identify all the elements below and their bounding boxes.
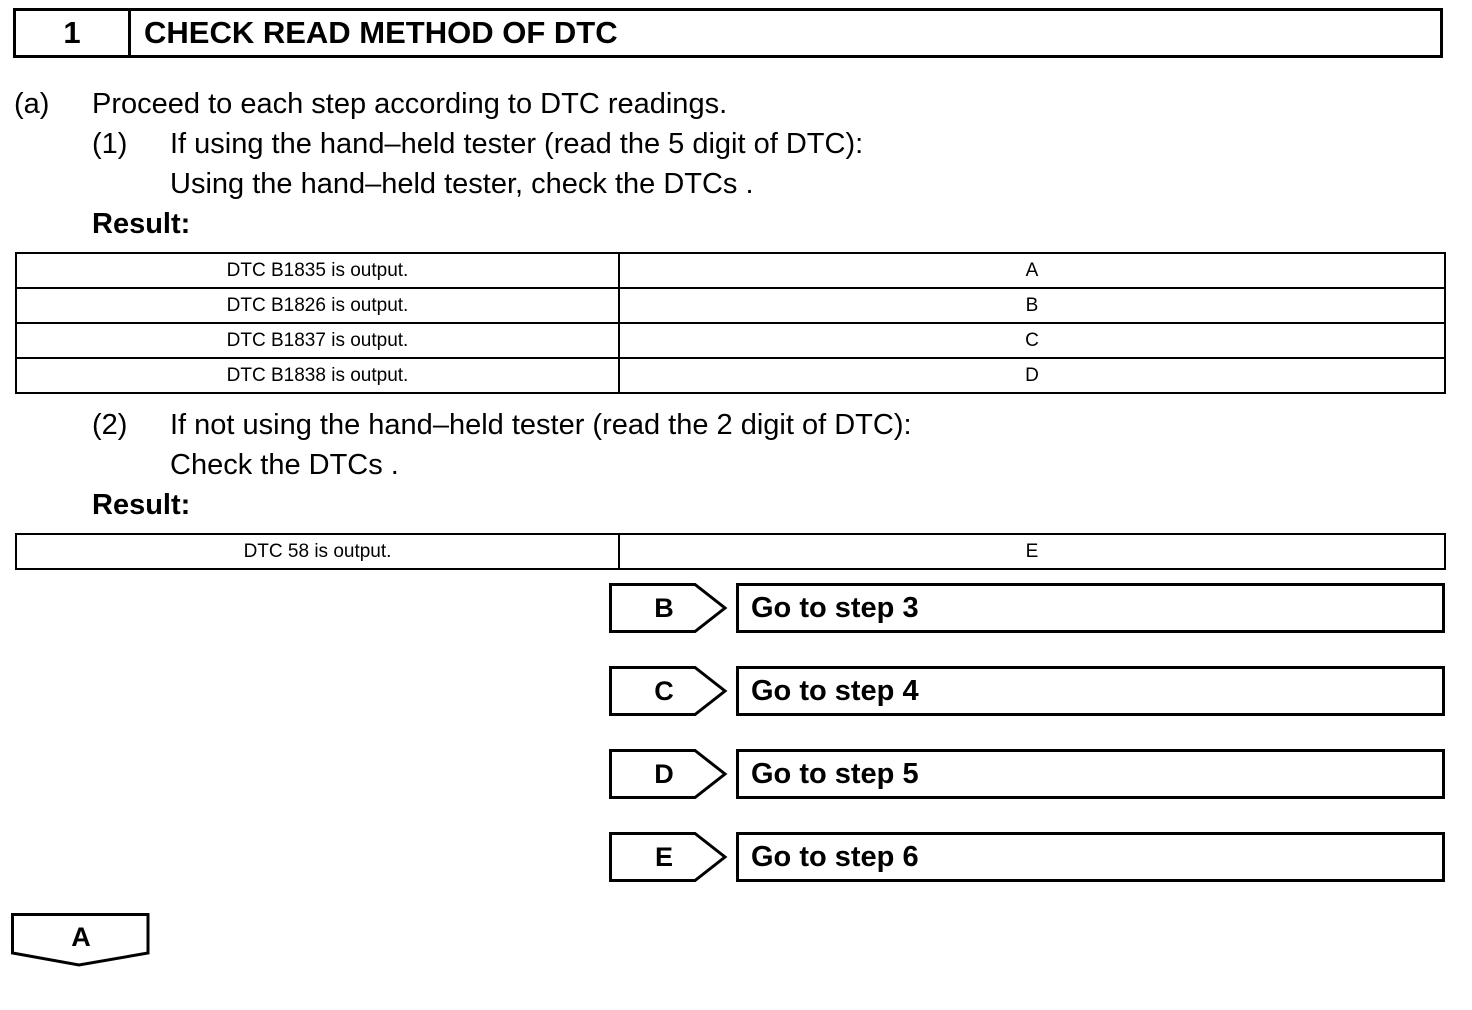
branch-action: Go to step 6 — [736, 832, 1445, 882]
para-a-label: (a) — [14, 88, 50, 120]
result-table-1 — [15, 252, 1446, 394]
continue-tag — [11, 913, 151, 968]
sub1-line1: If using the hand–held tester (read the 5 digit of DTC): — [170, 128, 864, 160]
table-row — [16, 358, 1445, 393]
table-cell-result: A — [619, 253, 1445, 288]
branch-b — [609, 583, 1445, 633]
branch-c — [609, 666, 1445, 716]
table-cell-result: C — [619, 323, 1445, 358]
sub1-result-label: Result: — [92, 208, 191, 240]
sub2-line2: Check the DTCs . — [170, 449, 399, 481]
branch-letter: B — [654, 592, 674, 623]
table-cell-condition: DTC B1826 is output. — [16, 288, 619, 323]
result-table-2 — [15, 533, 1446, 570]
branch-e — [609, 832, 1445, 882]
step-title: CHECK READ METHOD OF DTC — [144, 15, 618, 50]
continue-letter: A — [71, 921, 91, 952]
branch-action: Go to step 5 — [736, 749, 1445, 799]
table-cell-condition: DTC 58 is output. — [16, 534, 619, 569]
table-row — [16, 253, 1445, 288]
branch-action: Go to step 3 — [736, 583, 1445, 633]
branch-letter: E — [654, 841, 673, 872]
table-cell-result: E — [619, 534, 1445, 569]
branch-letter: C — [654, 675, 674, 706]
table-row — [16, 534, 1445, 569]
table-row — [16, 323, 1445, 358]
sub1-line2: Using the hand–held tester, check the DTCs . — [170, 168, 754, 200]
branch-d — [609, 749, 1445, 799]
branch-action: Go to step 4 — [736, 666, 1445, 716]
sub2-label: (2) — [92, 409, 128, 441]
table-cell-condition: DTC B1835 is output. — [16, 253, 619, 288]
sub2-line1: If not using the hand–held tester (read the 2 digit of DTC): — [170, 409, 912, 441]
step-number: 1 — [16, 11, 131, 55]
sub2-result-label: Result: — [92, 489, 191, 521]
step-header — [13, 8, 1443, 58]
sub1-label: (1) — [92, 128, 128, 160]
para-a-text: Proceed to each step according to DTC readings. — [92, 88, 728, 120]
table-row — [16, 288, 1445, 323]
table-cell-condition: DTC B1838 is output. — [16, 358, 619, 393]
table-cell-result: B — [619, 288, 1445, 323]
table-cell-condition: DTC B1837 is output. — [16, 323, 619, 358]
table-cell-result: D — [619, 358, 1445, 393]
branch-letter: D — [654, 758, 674, 789]
